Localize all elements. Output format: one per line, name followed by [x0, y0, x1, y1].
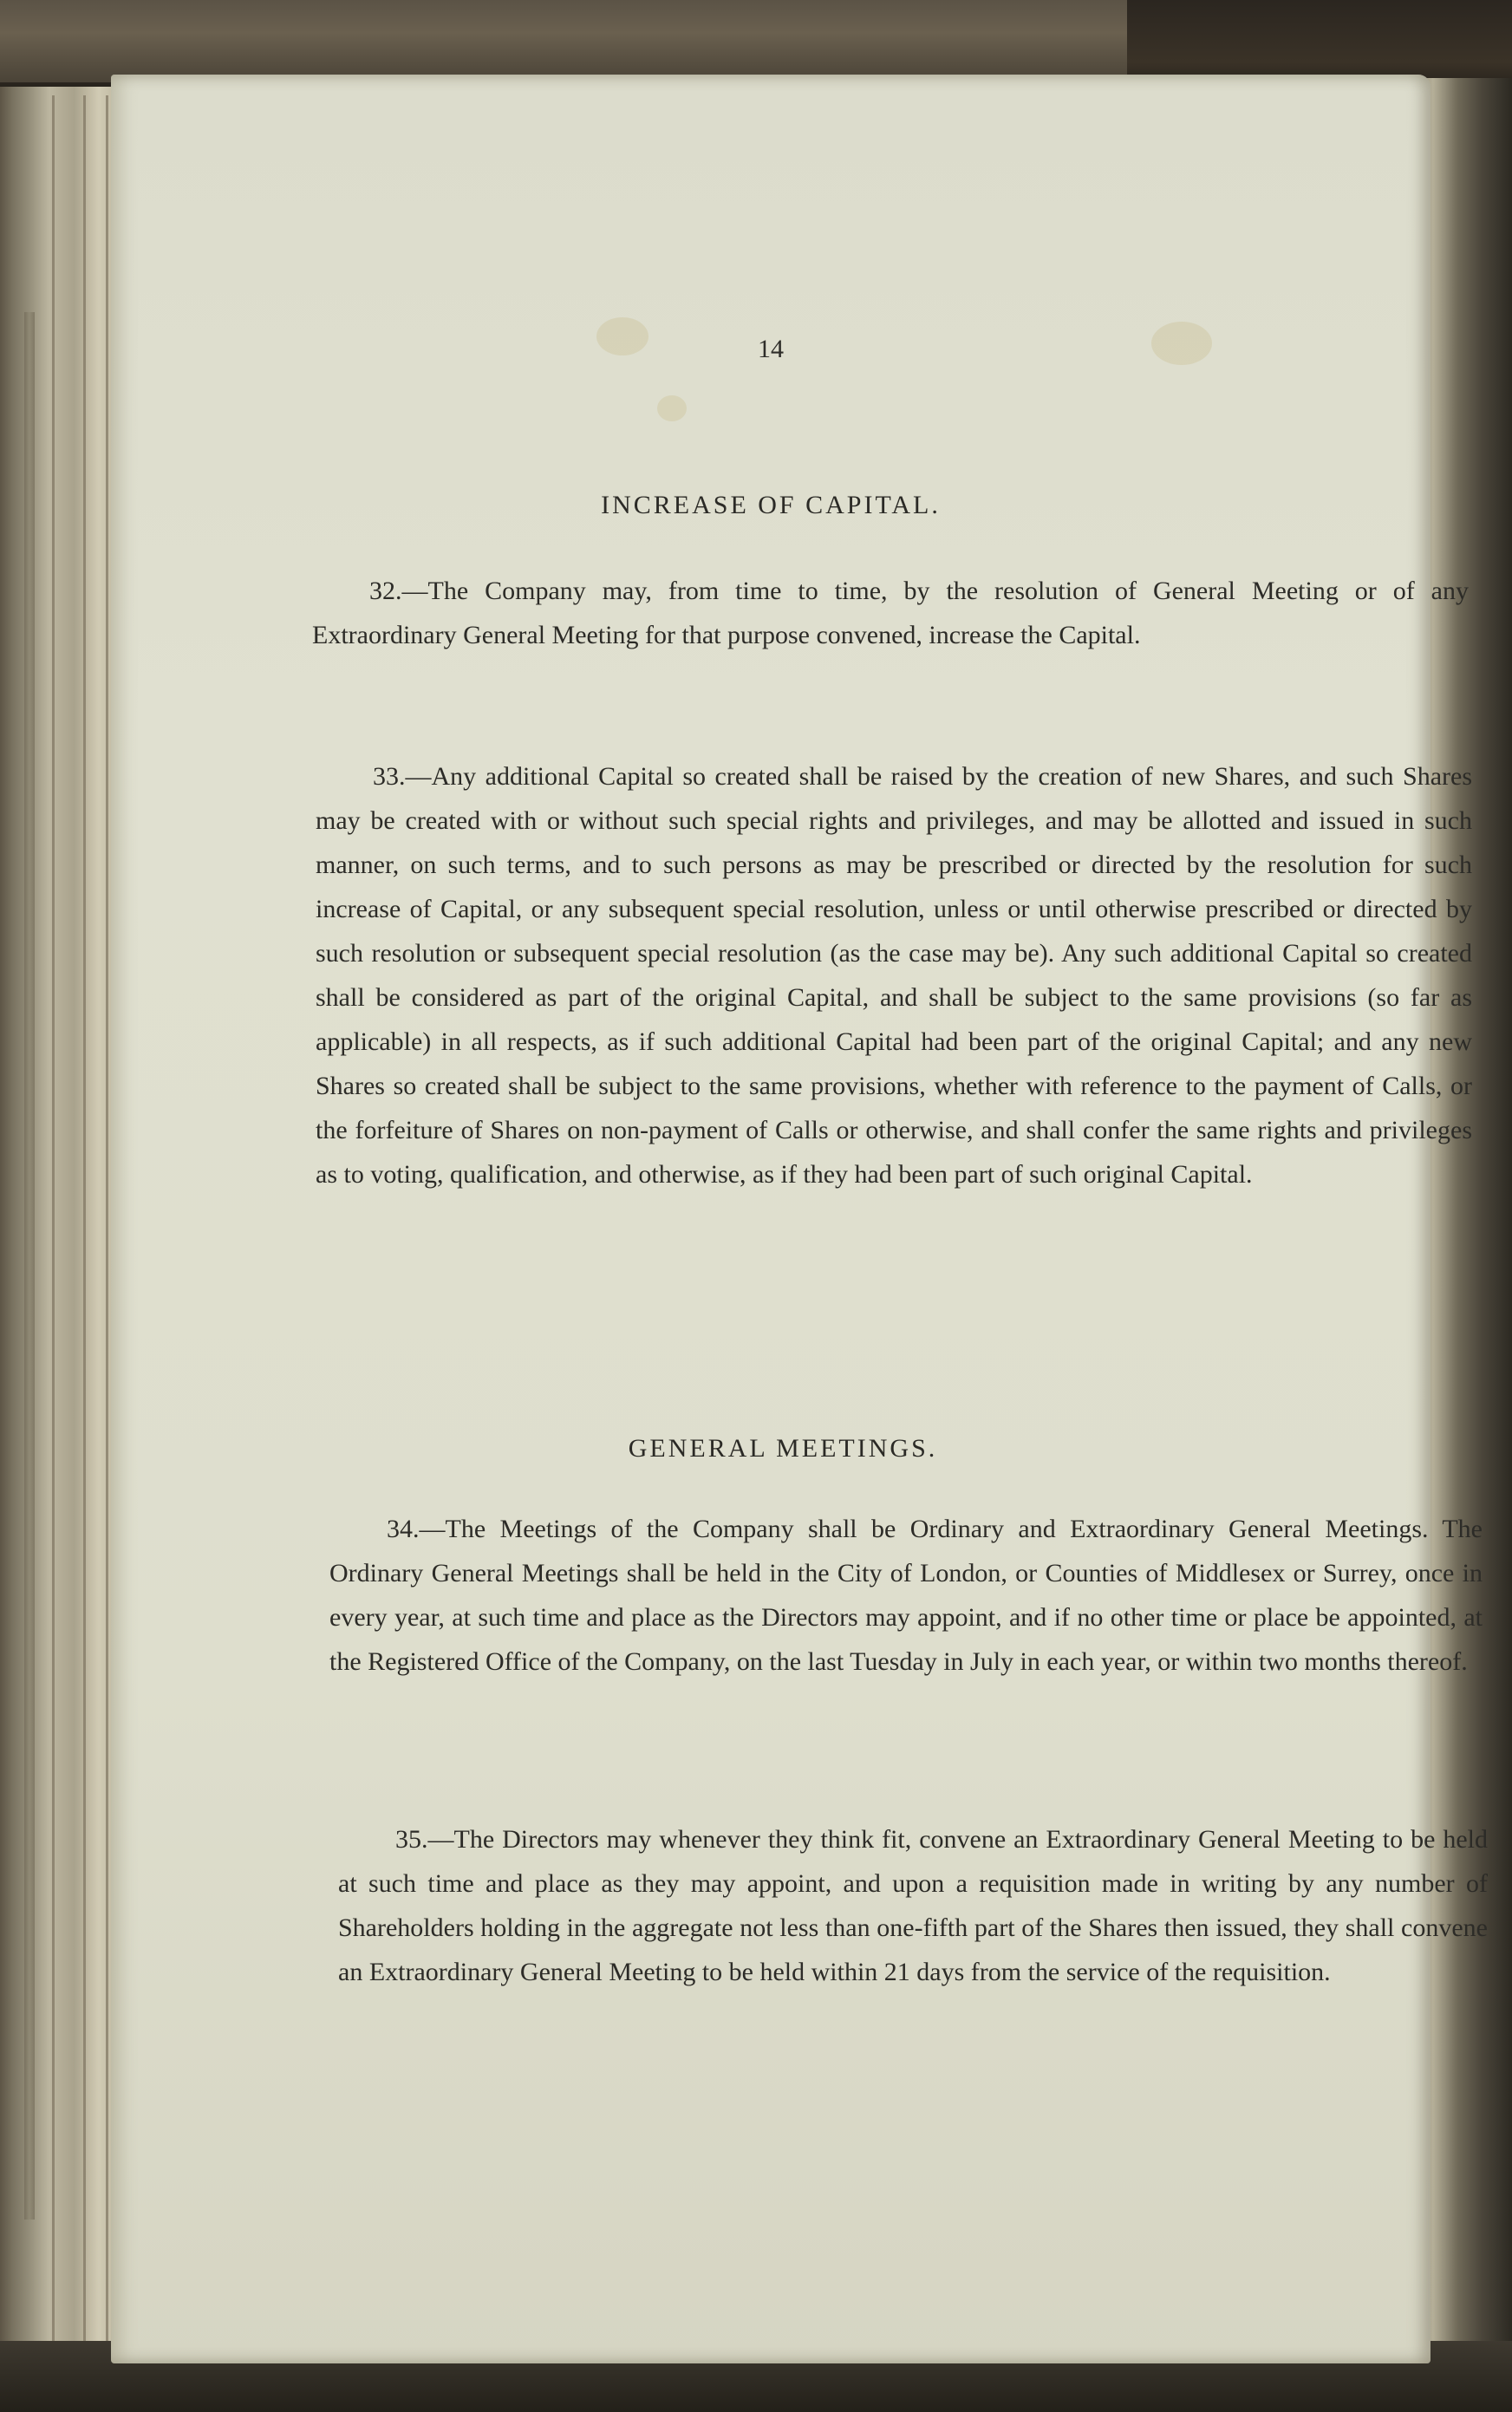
- paragraph-text: —The Directors may whenever they think fit, convene an Extraordinary General Meeting to be held at such time and place as they may appoint, and upon a requisition made in writing by any number of Shareholders holding in the aggregate not less than one-fifth part of the Shares then issued, they shall convene an Extraordinary General Meeting to be held within 21 days from the service of the requisition.: [338, 1825, 1488, 1986]
- paragraph-35: [338, 1817, 1488, 1994]
- paragraph-number: 32.: [369, 577, 402, 605]
- book-cover-top-edge: [0, 0, 1127, 82]
- paragraph-number: 34.: [387, 1515, 420, 1543]
- paragraph-number: 35.: [395, 1825, 428, 1854]
- page-edge-line: [52, 95, 55, 2350]
- paragraph-33: [316, 754, 1472, 1196]
- paragraph-34: [329, 1507, 1483, 1684]
- page-number: 14: [758, 335, 784, 363]
- paragraph-32: [312, 569, 1469, 657]
- section-heading-increase-of-capital: INCREASE OF CAPITAL.: [601, 491, 941, 519]
- page-edge-line: [83, 95, 86, 2350]
- paper-stain: [657, 395, 687, 421]
- paragraph-text: —The Meetings of the Company shall be Ordinary and Extraordinary General Meetings. The Ordinary General Meetings shall be held in the City of London, or Counties of Middlesex or Surrey, once in every year, at such time and place as the Directors may appoint, and if no other time or place be appointed, at the Registered Office of the Company, on the last Tuesday in July in each year, or within two months thereof.: [329, 1515, 1483, 1676]
- document-page: [111, 75, 1488, 2363]
- paragraph-text: —The Company may, from time to time, by the resolution of General Meeting or of any Extraordinary General Meeting for that purpose convened, increase the Capital.: [312, 577, 1469, 649]
- section-heading-general-meetings: GENERAL MEETINGS.: [628, 1434, 938, 1463]
- paragraph-number: 33.: [373, 762, 406, 791]
- paragraph-text: —Any additional Capital so created shall be raised by the creation of new Shares, and such Shares may be created with or without such special rights and privileges, and may be allotted and issued in such manner, on such terms, and to such persons as may be prescribed or directed by the resolution for such increase of Capital, or any subsequent special resolution, unless or until otherwise prescribed or directed by such resolution or subsequent special resolution (as the case may be). Any such additional Capital so created shall be considered as part of the original Capital, and shall be subject to the same provisions (so far as applicable) in all respects, as if such additional Capital had been part of the original Capital; and any new Shares so created shall be subject to the same provisions, whether with reference to the payment of Calls, or the forfeiture of Shares on non-payment of Calls or otherwise, and shall confer the same rights and privileges as to voting, qualification, and otherwise, as if they had been part of such original Capital.: [316, 762, 1472, 1189]
- binding-strip: [24, 312, 35, 2220]
- page-edge-line: [106, 95, 108, 2350]
